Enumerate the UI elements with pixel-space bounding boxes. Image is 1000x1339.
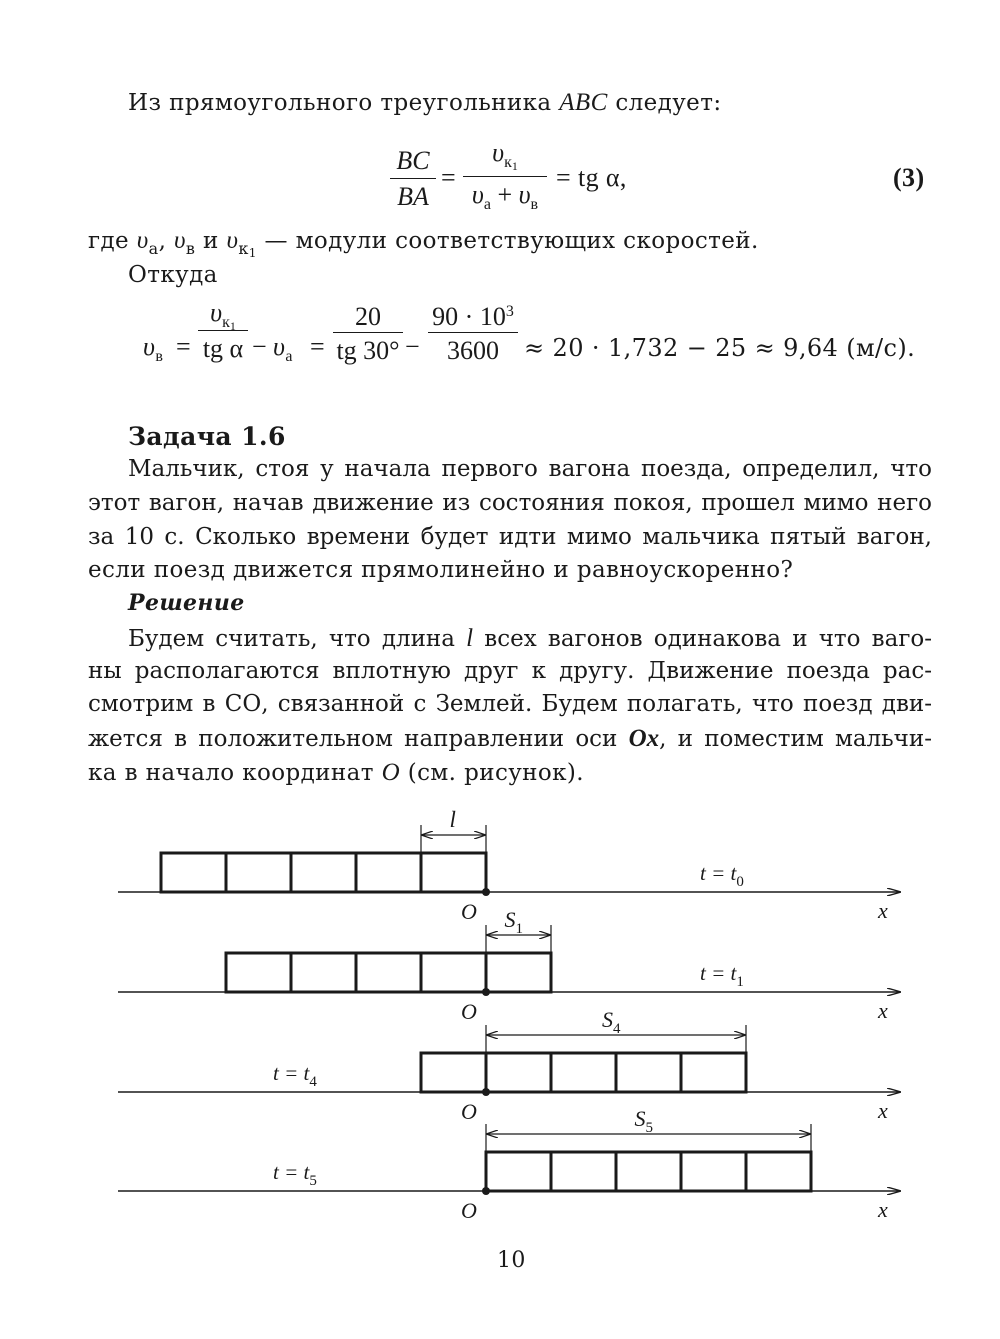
time-label: $t = t_0$: [700, 861, 744, 890]
train-car: [226, 953, 291, 992]
origin-label: O: [461, 1198, 477, 1223]
distance-label: $S_1$: [504, 907, 523, 937]
intro-text: Из прямоугольного треугольника: [128, 90, 560, 116]
train-car: [551, 1152, 616, 1191]
time-label: $t = t_1$: [700, 961, 744, 990]
denominator-ba: BA: [397, 182, 429, 211]
where-line: где $\upsilon_а$, $\upsilon_в$ и $\upsilon_{к1}$ — модули соответствующих скоростей.: [88, 227, 759, 260]
equals-sign: =: [441, 163, 457, 192]
intro-line: [128, 90, 721, 115]
origin-label: O: [461, 1099, 477, 1124]
solution-line-4: жется в положительном направлении оси Ox, и поместим мальчи-: [88, 725, 932, 752]
minus-2: −: [405, 332, 421, 361]
solution-heading: Решение: [128, 590, 245, 616]
axis-x-label: x: [878, 1197, 888, 1222]
fraction-20-tg30: 20 tg 30°: [333, 300, 403, 368]
fraction-vk-tg: $\upsilon_{к1}$ tg α: [198, 296, 248, 368]
triangle-abc: ABC: [559, 89, 608, 116]
minus-1: −: [252, 332, 268, 361]
origin-point: [482, 1088, 490, 1096]
distance-label: $S_4$: [602, 1007, 621, 1037]
train-car: [421, 853, 486, 892]
tg-alpha: = tg α,: [556, 163, 627, 192]
numeric-result: ≈ 20 · 1,732 − 25 ≈ 9,64 (м/с).: [524, 334, 916, 362]
train-car: [421, 1053, 486, 1092]
solution-line-1: Будем считать, что длина l всех вагонов одинакова и что ваго-: [128, 625, 932, 652]
solution-line-3: смотрим в СО, связанной с Землей. Будем полагать, что поезд дви-: [88, 691, 932, 717]
distance-label: $S_5$: [634, 1106, 653, 1136]
train-car: [616, 1152, 681, 1191]
solution-line-2: ны располагаются вплотную друг к другу. Движение поезда рас-: [88, 658, 932, 684]
train-diagram: [0, 810, 1000, 1230]
task-line-1: Мальчик, стоя у начала первого вагона поезда, определил, что: [128, 456, 932, 482]
axis-x-label: x: [878, 998, 888, 1023]
v-a: $\upsilon_а$: [273, 332, 293, 365]
train-car: [291, 953, 356, 992]
train-car: [681, 1152, 746, 1191]
time-label: $t = t_4$: [273, 1061, 317, 1090]
page-number: 10: [497, 1248, 526, 1273]
train-car: [356, 853, 421, 892]
origin-point: [482, 1187, 490, 1195]
equals-1: =: [176, 332, 192, 361]
axis-x-label: x: [878, 898, 888, 923]
solution-line-5: ка в начало координат O (см. рисунок).: [88, 759, 585, 786]
axis-x-label: x: [878, 1098, 888, 1123]
train-car: [681, 1053, 746, 1092]
denominator-va-vv: $\upsilon_а + \upsilon_в$: [471, 180, 539, 213]
intro-after: следует:: [607, 90, 722, 116]
whence-word: Откуда: [128, 262, 218, 288]
train-car: [486, 1053, 551, 1092]
train-car: [486, 1152, 551, 1191]
fraction-vk-va-vv: [463, 136, 547, 216]
equals-2: =: [310, 332, 326, 361]
train-car: [616, 1053, 681, 1092]
origin-label: O: [461, 899, 477, 924]
train-car: [356, 953, 421, 992]
fraction-speed: $90 \cdot 10^3$ 3600: [428, 300, 518, 368]
equation-number: (3): [893, 163, 925, 192]
train-car: [226, 853, 291, 892]
task-line-2: этот вагон, начав движение из состояния покоя, прошел мимо него: [88, 490, 932, 516]
task-heading: Задача 1.6: [128, 422, 286, 451]
origin-point: [482, 888, 490, 896]
origin-label: O: [461, 999, 477, 1024]
train-car: [161, 853, 226, 892]
v-v: $\upsilon_в$: [143, 332, 164, 365]
time-label: $t = t_5$: [273, 1160, 317, 1189]
train-car: [486, 953, 551, 992]
task-line-4: если поезд движется прямолинейно и равноускоренно?: [88, 557, 794, 583]
numerator-vk1: $\upsilon_{к1}$: [492, 138, 518, 173]
task-line-3: за 10 с. Сколько времени будет идти мимо мальчика пятый вагон,: [88, 524, 932, 550]
train-car: [551, 1053, 616, 1092]
numerator-bc: BC: [396, 146, 430, 175]
car-length-label: l: [449, 810, 456, 832]
train-car: [421, 953, 486, 992]
train-car: [746, 1152, 811, 1191]
origin-point: [482, 988, 490, 996]
fraction-bc-ba: [390, 146, 436, 211]
train-car: [291, 853, 356, 892]
